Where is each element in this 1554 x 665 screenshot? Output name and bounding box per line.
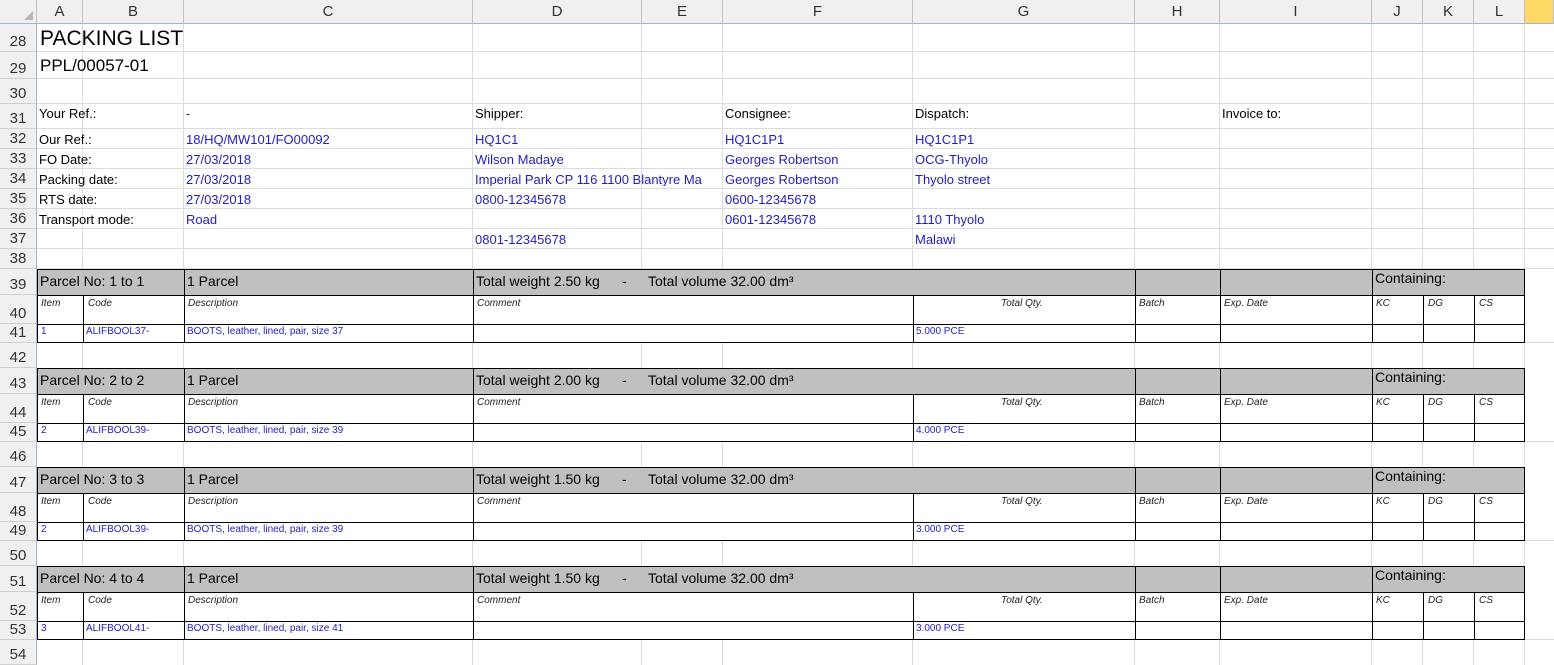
gridline <box>37 208 1554 209</box>
row-header[interactable]: 28 <box>0 24 37 52</box>
item-number: 1 <box>41 326 47 337</box>
parcel-detail-table <box>37 295 1525 343</box>
kc-column-header: KC <box>1376 298 1390 309</box>
code-column-header: Code <box>88 397 112 408</box>
parcel-count: 1 Parcel <box>187 372 239 388</box>
item-quantity: 3.000 PCE <box>916 524 965 535</box>
row-header[interactable]: 36 <box>0 209 37 229</box>
dispatch-line: Malawi <box>915 232 956 247</box>
parcel-count: 1 Parcel <box>187 471 239 487</box>
row-header[interactable]: 30 <box>0 79 37 104</box>
description-column-header: Description <box>188 595 239 606</box>
parcel-containing: Containing: <box>1375 369 1446 385</box>
comment-column-header: Comment <box>477 595 521 606</box>
column-header-f[interactable]: F <box>723 0 913 24</box>
batch-column-header: Batch <box>1139 496 1165 507</box>
parcel-header-row <box>37 269 1525 296</box>
row-header[interactable]: 49 <box>0 522 37 541</box>
parcel-dash: - <box>622 570 627 586</box>
shipper-line: 0801-12345678 <box>475 232 567 247</box>
packing-date-label: Packing date: <box>39 172 118 187</box>
select-all-icon <box>24 11 33 20</box>
item-quantity: 3.000 PCE <box>916 623 965 634</box>
parcel-count: 1 Parcel <box>187 273 239 289</box>
gridline <box>37 168 1554 169</box>
exp-date-column-header: Exp. Date <box>1224 496 1268 507</box>
cs-column-header: CS <box>1479 298 1493 309</box>
fo-date-value: 27/03/2018 <box>186 152 252 167</box>
gridline <box>37 103 1554 104</box>
rts-date-value: 27/03/2018 <box>186 192 252 207</box>
row-header[interactable]: 31 <box>0 104 37 129</box>
kc-column-header: KC <box>1376 595 1390 606</box>
column-header-l[interactable]: L <box>1474 0 1525 24</box>
comment-column-header: Comment <box>477 496 521 507</box>
code-column-header: Code <box>88 595 112 606</box>
our-ref-label: Our Ref.: <box>39 132 92 147</box>
invoice-to-label: Invoice to: <box>1222 106 1282 121</box>
cs-column-header: CS <box>1479 595 1493 606</box>
item-code: ALIFBOOL41- <box>86 623 150 634</box>
parcel-volume: Total volume 32.00 dm³ <box>648 471 794 487</box>
batch-column-header: Batch <box>1139 298 1165 309</box>
column-header-i[interactable]: I <box>1220 0 1372 24</box>
item-column-header: Item <box>41 595 61 606</box>
dg-column-header: DG <box>1428 298 1443 309</box>
consignee-label: Consignee: <box>725 106 791 121</box>
dg-column-header: DG <box>1428 595 1443 606</box>
item-description: BOOTS, leather, lined, pair, size 41 <box>187 623 344 634</box>
consignee-line: 0601-12345678 <box>725 212 817 227</box>
item-quantity: 4.000 PCE <box>916 425 965 436</box>
row-header[interactable]: 44 <box>0 394 37 423</box>
transport-mode-label: Transport mode: <box>39 212 134 227</box>
gridline <box>37 228 1554 229</box>
parcel-weight: Total weight 2.00 kg <box>476 372 600 388</box>
item-quantity: 5.000 PCE <box>916 326 965 337</box>
row-header[interactable]: 35 <box>0 189 37 209</box>
row-header[interactable]: 50 <box>0 541 37 566</box>
column-header-h[interactable]: H <box>1135 0 1220 24</box>
row-header[interactable]: 38 <box>0 249 37 269</box>
parcel-weight: Total weight 1.50 kg <box>476 570 600 586</box>
column-header-b[interactable]: B <box>83 0 184 24</box>
transport-mode-value: Road <box>186 212 218 227</box>
row-header[interactable]: 47 <box>0 467 37 493</box>
parcel-dash: - <box>622 471 627 487</box>
dg-column-header: DG <box>1428 397 1443 408</box>
gridline <box>37 248 1554 249</box>
consignee-line: Georges Robertson <box>725 152 839 167</box>
comment-column-header: Comment <box>477 298 521 309</box>
description-column-header: Description <box>188 397 239 408</box>
column-header-d[interactable]: D <box>473 0 642 24</box>
row-header[interactable]: 42 <box>0 343 37 368</box>
cs-column-header: CS <box>1479 496 1493 507</box>
item-code: ALIFBOOL39- <box>86 425 150 436</box>
row-header[interactable]: 33 <box>0 149 37 169</box>
rts-date-label: RTS date: <box>39 192 98 207</box>
parcel-containing: Containing: <box>1375 270 1446 286</box>
column-header-j[interactable]: J <box>1372 0 1423 24</box>
row-header[interactable]: 41 <box>0 324 37 343</box>
batch-column-header: Batch <box>1139 397 1165 408</box>
row-header[interactable]: 46 <box>0 442 37 467</box>
our-ref-value: 18/HQ/MW101/FO00092 <box>186 132 330 147</box>
row-header[interactable]: 51 <box>0 566 37 592</box>
shipper-line: Wilson Madaye <box>475 152 564 167</box>
description-column-header: Description <box>188 298 239 309</box>
shipper-line: Imperial Park CP 116 1100 Blantyre Ma <box>475 173 702 186</box>
parcel-detail-table <box>37 592 1525 640</box>
row-header[interactable]: 39 <box>0 269 37 295</box>
column-header-c[interactable]: C <box>184 0 473 24</box>
parcel-containing: Containing: <box>1375 567 1446 583</box>
column-header-g[interactable]: G <box>913 0 1135 24</box>
parcel-header-row <box>37 566 1525 593</box>
row-header[interactable]: 37 <box>0 229 37 249</box>
exp-date-column-header: Exp. Date <box>1224 397 1268 408</box>
parcel-number: Parcel No: 1 to 1 <box>40 273 145 289</box>
batch-column-header: Batch <box>1139 595 1165 606</box>
parcel-weight: Total weight 2.50 kg <box>476 273 600 289</box>
dispatch-line: 1110 Thyolo <box>915 212 985 227</box>
item-number: 2 <box>41 524 47 535</box>
gridline <box>37 148 1554 149</box>
parcel-dash: - <box>622 372 627 388</box>
row-header[interactable]: 48 <box>0 493 37 522</box>
item-number: 2 <box>41 425 47 436</box>
parcel-count: 1 Parcel <box>187 570 239 586</box>
your-ref-value: - <box>186 106 191 121</box>
row-header[interactable]: 43 <box>0 368 37 394</box>
row-header[interactable]: 32 <box>0 129 37 149</box>
parcel-volume: Total volume 32.00 dm³ <box>648 273 794 289</box>
shipper-line: 0800-12345678 <box>475 192 567 207</box>
consignee-line: Georges Robertson <box>725 172 839 187</box>
page-title: PACKING LIST <box>40 27 184 50</box>
document-number: PPL/00057-01 <box>40 56 149 75</box>
dg-column-header: DG <box>1428 496 1443 507</box>
item-column-header: Item <box>41 397 61 408</box>
your-ref-label: Your Ref.: <box>39 106 97 121</box>
item-description: BOOTS, leather, lined, pair, size 39 <box>187 425 344 436</box>
parcel-header-row <box>37 368 1525 395</box>
column-header-e[interactable]: E <box>642 0 723 24</box>
description-column-header: Description <box>188 496 239 507</box>
column-header-a[interactable]: A <box>37 0 83 24</box>
comment-column-header: Comment <box>477 397 521 408</box>
row-header[interactable]: 45 <box>0 423 37 442</box>
row-header[interactable]: 54 <box>0 640 37 665</box>
cs-column-header: CS <box>1479 397 1493 408</box>
shipper-line: HQ1C1 <box>475 132 519 147</box>
dispatch-label: Dispatch: <box>915 106 970 121</box>
parcel-containing: Containing: <box>1375 468 1446 484</box>
parcel-number: Parcel No: 2 to 2 <box>40 372 145 388</box>
parcel-dash: - <box>622 273 627 289</box>
packing-date-value: 27/03/2018 <box>186 172 252 187</box>
exp-date-column-header: Exp. Date <box>1224 595 1268 606</box>
code-column-header: Code <box>88 298 112 309</box>
row-header[interactable]: 34 <box>0 169 37 189</box>
total-qty-column-header: Total Qty. <box>1001 595 1043 606</box>
total-qty-column-header: Total Qty. <box>1001 298 1043 309</box>
parcel-volume: Total volume 32.00 dm³ <box>648 570 794 586</box>
parcel-header-row <box>37 467 1525 494</box>
item-code: ALIFBOOL37- <box>86 326 150 337</box>
dispatch-line: OCG-Thyolo <box>915 152 988 167</box>
kc-column-header: KC <box>1376 397 1390 408</box>
exp-date-column-header: Exp. Date <box>1224 298 1268 309</box>
shipper-label: Shipper: <box>475 106 524 121</box>
parcel-weight: Total weight 1.50 kg <box>476 471 600 487</box>
row-header[interactable]: 52 <box>0 592 37 621</box>
item-description: BOOTS, leather, lined, pair, size 37 <box>187 326 344 337</box>
item-column-header: Item <box>41 496 61 507</box>
total-qty-column-header: Total Qty. <box>1001 397 1043 408</box>
column-header-selected[interactable] <box>1525 0 1554 24</box>
code-column-header: Code <box>88 496 112 507</box>
select-all-corner[interactable] <box>0 0 37 24</box>
parcel-number: Parcel No: 3 to 3 <box>40 471 145 487</box>
dispatch-line: HQ1C1P1 <box>915 132 975 147</box>
item-column-header: Item <box>41 298 61 309</box>
parcel-number: Parcel No: 4 to 4 <box>40 570 145 586</box>
dispatch-line: Thyolo street <box>915 172 991 187</box>
total-qty-column-header: Total Qty. <box>1001 496 1043 507</box>
consignee-line: HQ1C1P1 <box>725 132 785 147</box>
parcel-detail-table <box>37 394 1525 442</box>
item-code: ALIFBOOL39- <box>86 524 150 535</box>
row-header[interactable]: 40 <box>0 295 37 324</box>
row-header[interactable]: 53 <box>0 621 37 640</box>
row-header[interactable]: 29 <box>0 52 37 79</box>
parcel-detail-table <box>37 493 1525 541</box>
gridline <box>37 128 1554 129</box>
parcel-volume: Total volume 32.00 dm³ <box>648 372 794 388</box>
fo-date-label: FO Date: <box>39 152 92 167</box>
kc-column-header: KC <box>1376 496 1390 507</box>
gridline <box>37 188 1554 189</box>
gridline <box>37 78 1554 79</box>
item-description: BOOTS, leather, lined, pair, size 39 <box>187 524 344 535</box>
item-number: 3 <box>41 623 47 634</box>
column-header-k[interactable]: K <box>1423 0 1474 24</box>
gridline <box>37 51 1554 52</box>
consignee-line: 0600-12345678 <box>725 192 817 207</box>
